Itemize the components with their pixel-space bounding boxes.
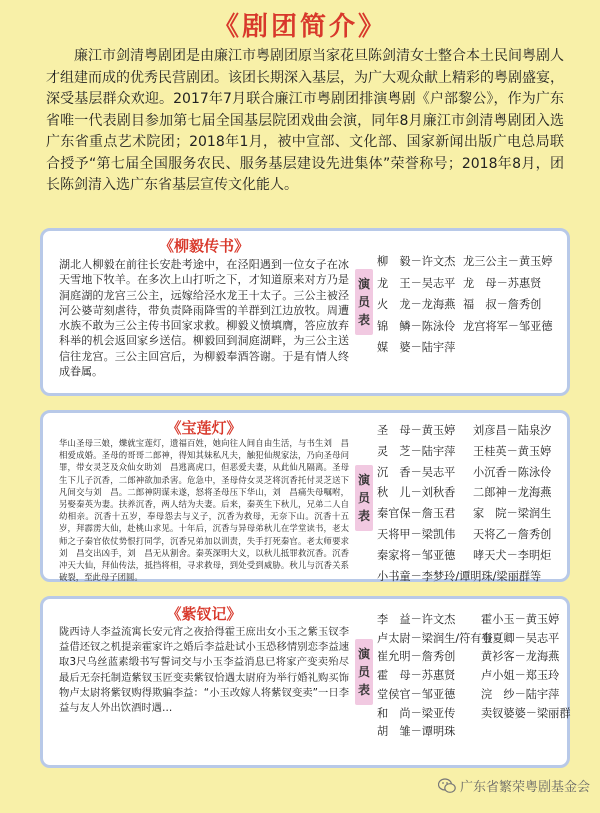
cast-column — [377, 611, 493, 742]
cast-entry: 灵 芝－陆宇萍 — [377, 444, 456, 458]
play-card-baoliandeng — [40, 410, 570, 582]
cast-entry: 沉 香－吴志平 — [377, 465, 456, 479]
cast-entry: 小书童－李梦玲/谭明珠/梁丽群等 — [377, 569, 542, 583]
play-card-zichaiji — [40, 596, 570, 768]
cast-entry: 龙 母－苏惠贤 — [463, 276, 542, 290]
cast-entry: 胡 雏－谭明珠 — [377, 725, 456, 739]
cast-entry: 韦夏卿－吴志平 — [481, 631, 560, 645]
cast-column — [463, 251, 553, 337]
cast-entry: 福 叔－詹秀创 — [463, 298, 542, 312]
cast-column — [481, 611, 571, 723]
cast-list-tag: 演 员 表 — [355, 639, 373, 705]
intro-paragraph: 廉江市剑清粤剧团是由廉江市粤剧团原当家花旦陈剑清女士整合本土民间粤剧人才组建而成的优秀民营剧团。该团长期深入基层，为广大观众献上精彩的粤剧盛宴，深受基层群众欢迎。2017年7月联合廉江市粤剧团排演粤剧《户部黎公》，作为广东省唯一代表剧目参加第七届全国基层院团戏曲会演，同年8月廉江市剑清粤剧团入选广东省重点艺术院团；2018年1月，被中宣部、文化部、国家新闻出版广电总局联合授予“第七届全国服务农民、服务基层建设先进集体”荣誉称号；2018年8月，团长陈剑清入选广东省基层宣传文化能人。 — [46, 48, 564, 193]
cast-entry: 卢太尉－梁润生/符有登 — [377, 631, 493, 645]
play-title: 《宝莲灯》 — [166, 419, 242, 437]
cast-entry: 王桂英－黄玉婷 — [473, 444, 552, 458]
cast-entry: 霍 母－苏惠贤 — [377, 669, 456, 683]
cast-entry: 龙三公主－黄玉婷 — [463, 255, 553, 268]
cast-entry: 哮天犬－李明炬 — [473, 548, 552, 562]
cast-entry: 龙 王－吴志平 — [377, 276, 456, 290]
cast-entry: 霍小玉－黄玉婷 — [481, 613, 560, 626]
watermark — [438, 776, 590, 795]
wechat-icon — [438, 778, 456, 794]
cast-column — [377, 251, 455, 359]
cast-entry: 圣 母－黄玉婷 — [377, 424, 456, 437]
cast-entry: 刘彦昌－陆泉汐 — [473, 424, 552, 437]
cast-entry: 媒 婆－陆宇萍 — [377, 341, 456, 355]
cast-entry: 龙宫将军－邹亚德 — [463, 319, 553, 333]
play-synopsis: 华山圣母三娘，爍就宝莲灯，遗福百姓，她向往人间自由生活，与书生刘 昌相爱成婚。圣母的哥哥二郎神，得知其妹私凡夫，触犯仙规家法，乃向圣母问罪，带女灵芝及众仙女助刘 昌逃离虎口，但恶爱夫妻，从此仙凡隔离。圣母生下儿子沉香，二郎神欲加杀害。危急中，圣母侍女灵芝将沉香托付灵芝送下凡间交与刘 昌。二郎神阴谋未遂，怒将圣母压下华山，刘 昌痛失母嘱咐，另娶秦英为妻。扶养沉香，两人结为夫妻。后来，秦英生下秋儿，兄弟二人自幼相亲。沉香十五岁，奉母怨去与义子，沉香为救母，无奈下山。沉香十五岁，拜霹雳大仙，赴桃山求见。十年后，沉香与异母弟秋儿在学堂读书，老太师之子秦官依仗势恨打同学，沉香兄弟加以训责，失手打死秦官。老太师要求刘 昌交出凶手，刘 昌无从割舍。秦英深明大义，以秋儿抵罪救沉香。沉香冲天大仙，拜仙传法，抵挡将相，寻求救母，到处受到威胁。秋儿与沉香关系破裂，至此母子团圆。 — [59, 438, 349, 583]
play-card-liuyi — [40, 228, 570, 396]
cast-entry: 堂侯官－邹亚德 — [377, 687, 456, 701]
watermark-text: 广东省繁荣粤剧基金会 — [459, 780, 590, 795]
cast-column — [473, 421, 551, 567]
cast-entry: 柳 毅－许文杰 — [377, 255, 456, 268]
cast-entry: 秦家将－邹亚德 — [377, 548, 456, 562]
cast-entry: 浣 纱－陆宇萍 — [481, 687, 560, 701]
cast-entry: 秋 儿－刘秋香 — [377, 486, 456, 500]
cast-entry: 天将乙－詹秀创 — [473, 527, 552, 541]
cast-entry: 李 益－许文杰 — [377, 613, 456, 626]
cast-entry: 黄衫客－龙海燕 — [481, 650, 560, 664]
cast-entry: 火 龙－龙海燕 — [377, 298, 456, 312]
cast-entry: 小沉香－陈泳伶 — [473, 465, 552, 479]
cast-entry: 卢小姐－郑玉玲 — [481, 669, 560, 683]
cast-entry: 锦 鳞－陈泳伶 — [377, 319, 456, 333]
cast-entry: 秦官保－詹玉君 — [377, 507, 456, 521]
cast-entry: 崔允明－詹秀创 — [377, 650, 456, 664]
cast-list-tag: 演 员 表 — [355, 465, 373, 531]
play-title: 《紫钗记》 — [166, 605, 242, 623]
cast-list-tag: 演 员 表 — [355, 269, 373, 335]
cast-entry: 天将甲－梁凯伟 — [377, 527, 456, 541]
play-synopsis: 陇西诗人李益流寓长安元宵之夜拾得霍王庶出女小玉之紫玉钗李益借还钗之机提亲霍家许之婚后李益赴试小玉恐移情别恋李益速取3尺乌丝蓝素缎书写誓词交与小玉李益消息已将家产变卖殆尽最后无奈托制造紫钗玉匠变卖紫钗恰遇太尉府为举行婚礼购买饰物卢太尉将紫钗购得欺骗李益：“小玉改嫁人将紫钗变卖”一日李益与友人外出饮酒时遇… — [59, 626, 349, 715]
cast-entry: 家 院－梁润生 — [473, 507, 552, 521]
cast-entry: 和 尚－梁亚传 — [377, 706, 456, 720]
cast-entry: 二郎神－龙海燕 — [473, 486, 552, 500]
page-title: 《剧团简介》 — [212, 12, 387, 42]
play-synopsis: 湖北人柳毅在前往长安赴考途中，在泾阳遇到一位女子在冰天雪地下牧羊。在多次上山打听之下，才知道原来对方乃是洞庭湖的龙宫三公主，远嫁给泾水龙王十太子。三公主被泾河公婆苛刻虐待，带负责降雨降雪的羊群到江边放牧。周遭水族不敢为三公主传书回家求救。柳毅义愤填膺，答应放弃科举的机会返回家乡送信。柳毅回到洞庭湖畔，为三公主送信往龙宫。三公主回宫后，为柳毅奉酒答谢。于是有情人终成眷属。 — [59, 258, 349, 379]
play-title: 《柳毅传书》 — [158, 237, 249, 255]
cast-entry: 卖钗婆婆－梁丽群 — [481, 706, 571, 720]
